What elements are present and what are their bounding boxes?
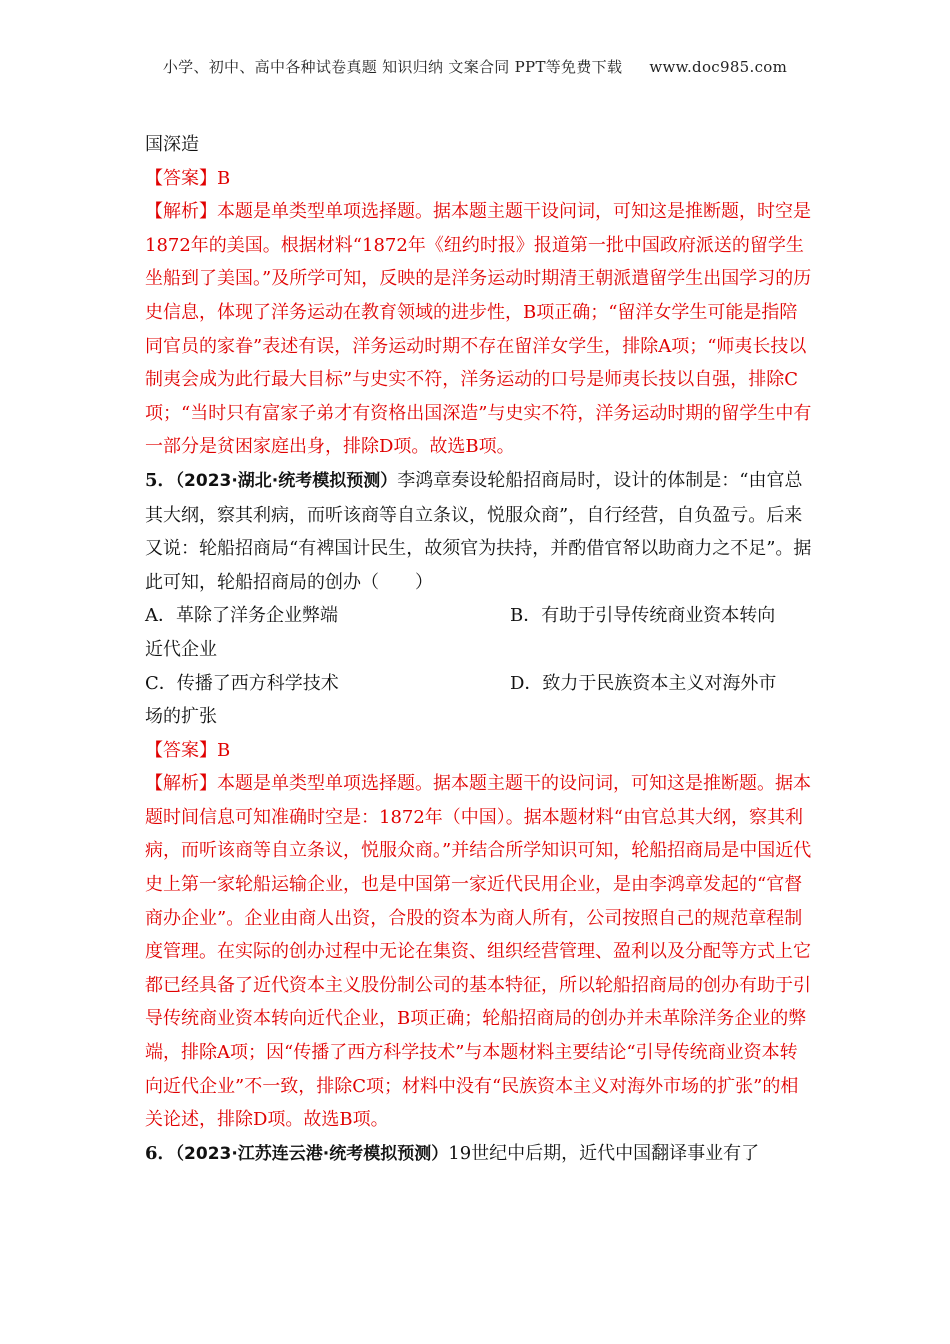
q5-options xyxy=(145,599,813,733)
q5-option-b: B．有助于引导传统商业资本转向 xyxy=(510,605,776,627)
q5-number: 5． xyxy=(145,469,176,491)
document-body xyxy=(145,128,813,1171)
q6-source: （2023·江苏连云港·统考模拟预测） xyxy=(175,1143,449,1164)
q5-option-b-cont: 近代企业 xyxy=(145,638,217,660)
header-text: 小学、初中、高中各种试卷真题 知识归纳 文案合同 PPT等免费下载 xyxy=(162,58,623,76)
q5-stem-text: 李鸿章奏设轮船招商局时，设计的体制是：“由官总其大纲，察其利病，而听该商等自立条议，悦服众商”，自行经营，自负盈亏。后来又说：轮船招商局“有裨国计民生，故须官为扶持，并酌借官帑以助商力之不足”。据此可知，轮船招商局的创办（ ） xyxy=(145,469,812,593)
q6-stem-text: 19世纪中后期，近代中国翻译事业有了 xyxy=(448,1142,760,1164)
q4-answer: 【答案】B xyxy=(145,167,231,189)
q5-answer: 【答案】B xyxy=(145,739,231,761)
page-header xyxy=(0,56,950,77)
q5-analysis: 【解析】本题是单类型单项选择题。据本题主题干的设问词，可知这是推断题。据本题时间信息可知准确时空是：1872年（中国）。据本题材料“由官总其大纲，察其利病，而听该商等自立条议，悦服众商。”并结合所学知识可知，轮船招商局是中国近代史上第一家轮船运输企业，也是中国第一家近代民用企业，是由李鸿章发起的“官督商办企业”。企业由商人出资，合股的资本为商人所有，公司按照自己的规范章程制度管理。在实际的创办过程中无论在集资、组织经营管理、盈利以及分配等方式上它都已经具备了近代资本主义股份制公司的基本特征，所以轮船招商局的创办有助于引导传统商业资本转向近代企业，B项正确；轮船招商局的创办并未革除洋务企业的弊端，排除A项；因“传播了西方科学技术”与本题材料主要结论“引导传统商业资本转向近代企业”不一致，排除C项；材料中没有“民族资本主义对海外市场的扩张”的相关论述，排除D项。故选B项。 xyxy=(145,773,812,1131)
q5-option-a: A．革除了洋务企业弊端 xyxy=(145,605,338,627)
q5-option-d: D．致力于民族资本主义对海外市 xyxy=(510,672,777,694)
q5-source: （2023·湖北·统考模拟预测） xyxy=(175,470,398,491)
q5-option-d-cont: 场的扩张 xyxy=(145,706,217,728)
q4-analysis: 【解析】本题是单类型单项选择题。据本题主题干设问词，可知这是推断题，时空是1872年的美国。根据材料“1872年《纽约时报》报道第一批中国政府派送的留学生坐船到了美国。”及所学可知，反映的是洋务运动时期清王朝派遣留学生出国学习的历史信息，体现了洋务运动在教育领域的进步性，B项正确；“留洋女学生可能是指陪同官员的家眷”表述有误，洋务运动时期不存在留洋女学生，排除A项；“师夷长技以制夷会成为此行最大目标”与史实不符，洋务运动的口号是师夷长技以自强，排除C项；“当时只有富家子弟才有资格出国深造”与史实不符，洋务运动时期的留学生中有一部分是贫困家庭出身，排除D项。故选B项。 xyxy=(145,201,812,458)
q5-stem xyxy=(145,464,813,599)
q5-option-c: C．传播了西方科学技术 xyxy=(145,672,339,694)
q6-number: 6． xyxy=(145,1142,176,1164)
q4-stem-tail: 国深造 xyxy=(145,134,199,155)
q6-stem xyxy=(145,1137,813,1172)
header-site-link[interactable]: www.doc985.com xyxy=(649,58,788,76)
